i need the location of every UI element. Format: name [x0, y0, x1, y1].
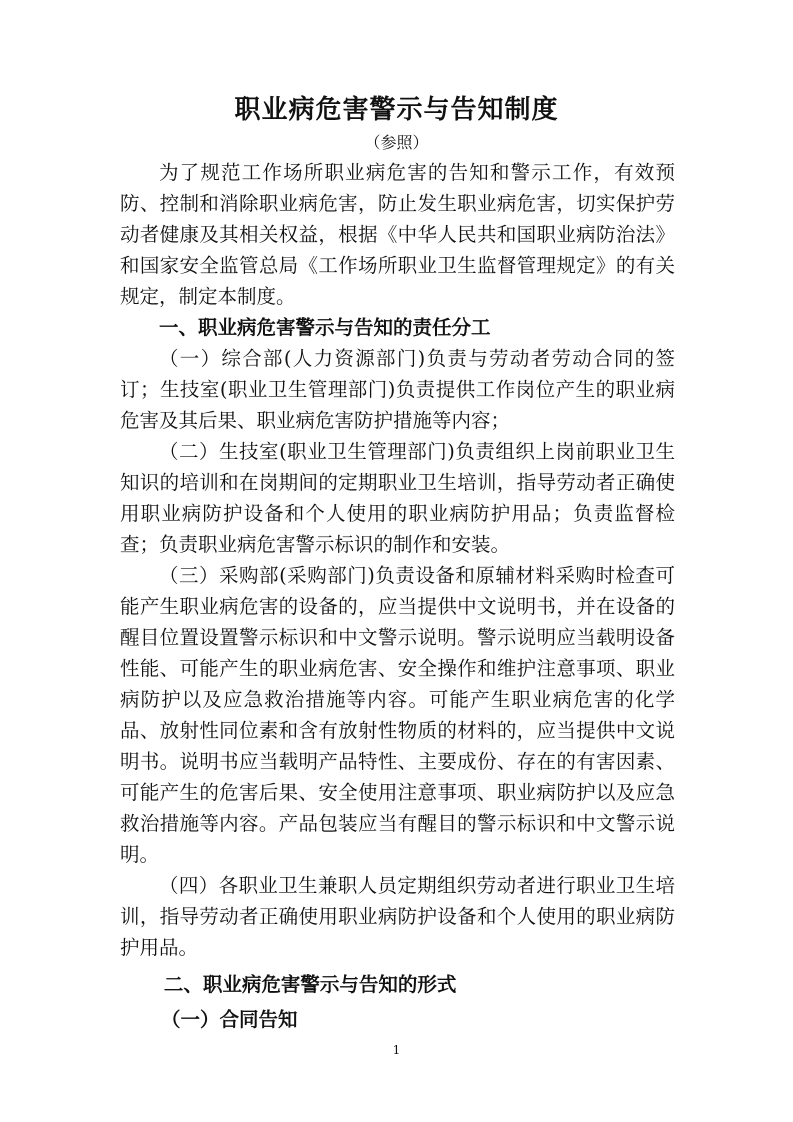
paragraph-item-2: （二）生技室(职业卫生管理部门)负责组织上岗前职业卫生知识的培训和在岗期间的定期职业卫生培训，指导劳动者正确使用职业病防护设备和个人使用的职业病防护用品；负责监督检查；负责职业病危害警示标识的制作和安装。	[120, 440, 675, 556]
section-heading-forms: 二、职业病危害警示与告知的形式	[163, 973, 457, 996]
document-subtitle: （参照）	[364, 133, 429, 152]
document-body	[120, 157, 675, 1035]
paragraph-item-4: （四）各职业卫生兼职人员定期组织劳动者进行职业卫生培训，指导劳动者正确使用职业病防护设备和个人使用的职业病防护用品。	[120, 874, 675, 959]
document-title: 职业病危害警示与告知制度	[234, 95, 559, 125]
intro-paragraph: 为了规范工作场所职业病危害的告知和警示工作，有效预防、控制和消除职业病危害，防止发生职业病危害，切实保护劳动者健康及其相关权益，根据《中华人民共和国职业病防治法》和国家安全监管总局《工作场所职业卫生监督管理规定》的有关规定，制定本制度。	[120, 161, 675, 308]
page-number: 1	[392, 1043, 401, 1057]
subsection-heading-contract: （一）合同告知	[160, 1008, 298, 1031]
paragraph-item-1: （一）综合部(人力资源部门)负责与劳动者劳动合同的签订；生技室(职业卫生管理部门)负责提供工作岗位产生的职业病危害及其后果、职业病危害防护措施等内容；	[120, 347, 675, 432]
section-heading-responsibility: 一、职业病危害警示与告知的责任分工	[159, 316, 491, 339]
paragraph-item-3: （三）采购部(采购部门)负责设备和原辅材料采购时检查可能产生职业病危害的设备的，应当提供中文说明书，并在设备的醒目位置设置警示标识和中文警示说明。警示说明应当载明设备性能、可能产生的职业病危害、安全操作和维护注意事项、职业病防护以及应急救治措施等内容。可能产生职业病危害的化学品、放射性同位素和含有放射性物质的材料的，应当提供中文说明书。说明书应当载明产品特性、主要成份、存在的有害因素、可能产生的危害后果、安全使用注意事项、职业病防护以及应急救治措施等内容。产品包装应当有醒目的警示标识和中文警示说明。	[120, 564, 675, 866]
